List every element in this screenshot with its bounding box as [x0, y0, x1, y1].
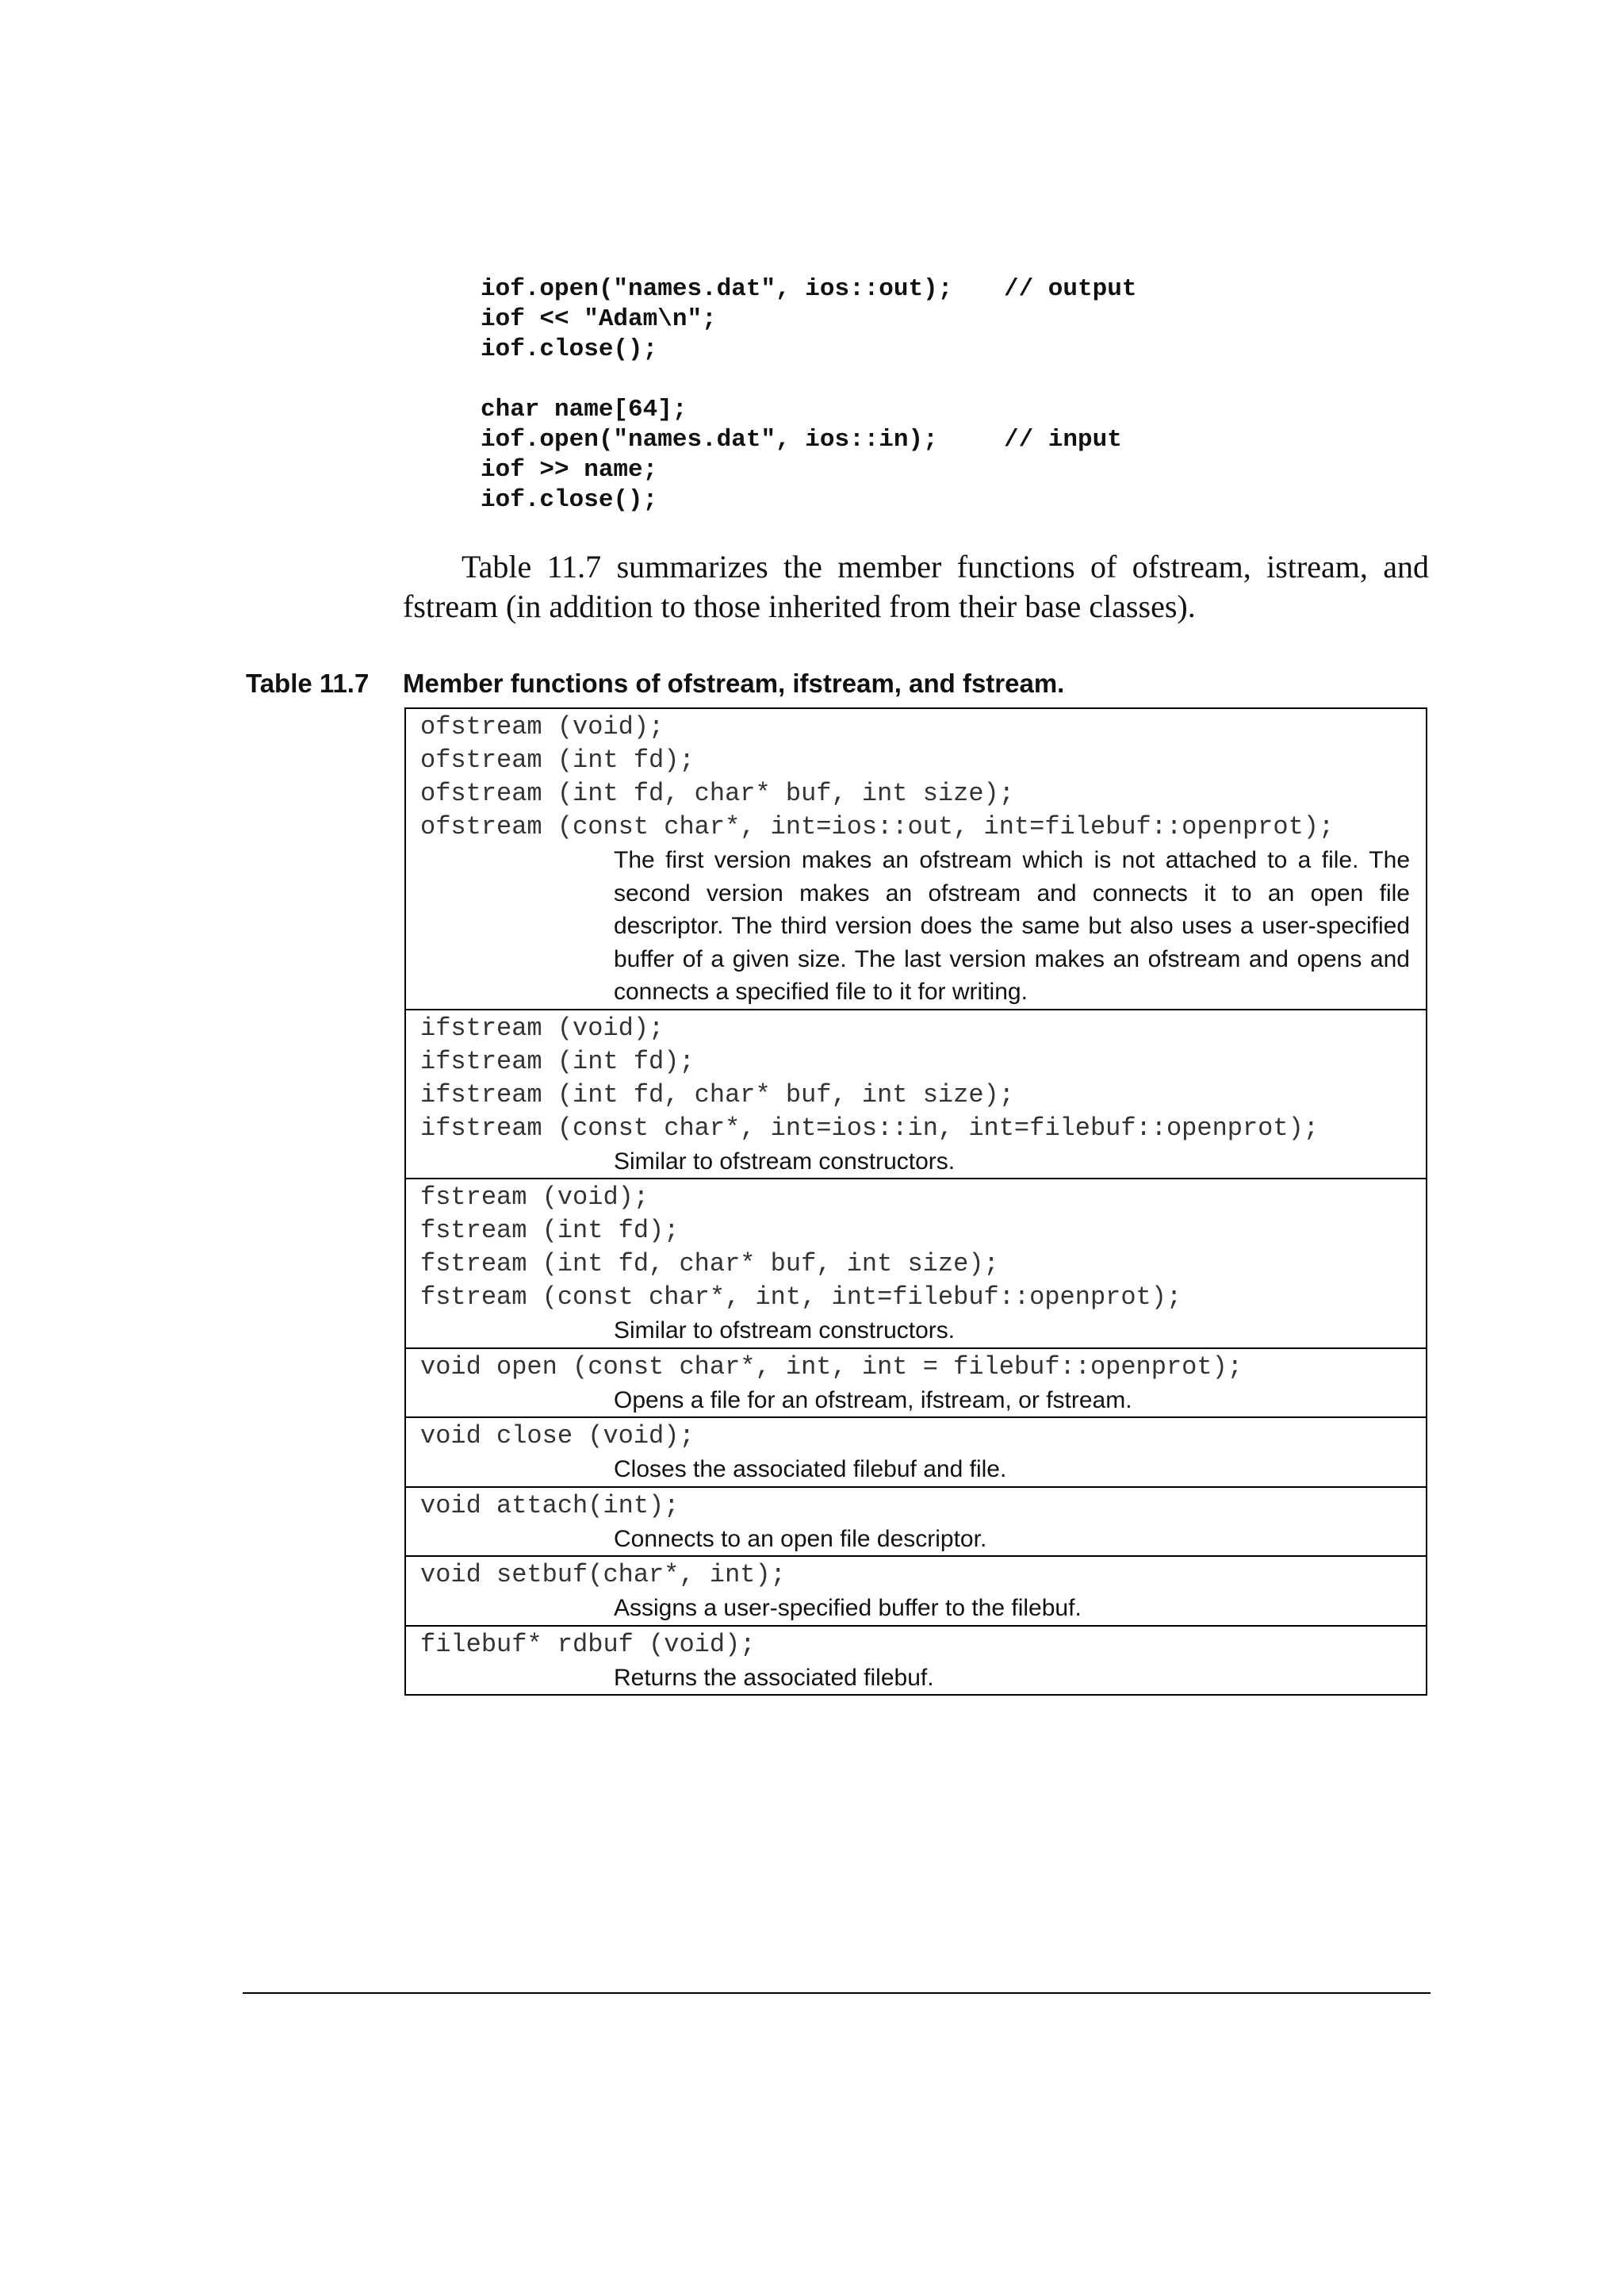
table-row-ofstream [406, 709, 1426, 1009]
code-line: iof.open("names.dat", ios::in); // input [481, 425, 1122, 454]
code-line: iof.close(); [481, 335, 658, 363]
table-row-open [406, 1347, 1426, 1417]
description: The first version makes an ofstream which is not attached to a file. The second version makes an ofstream and connects it to an open file descriptor. The third version does the same but also uses a user-specified buffer of a given size. The last version makes an ofstream and opens and connects a specified file to it for writing. [614, 847, 1410, 1005]
signature: ofstream (void); [420, 712, 665, 742]
signature: fstream (int fd); [420, 1216, 680, 1245]
description: Similar to ofstream constructors. [614, 1148, 956, 1175]
table-row-close [406, 1416, 1426, 1486]
signature: void open (const char*, int, int = filebuf::openprot); [420, 1351, 1243, 1382]
description: Connects to an open file descriptor. [614, 1525, 987, 1552]
paragraph-line: Table 11.7 summarizes the member functions of ofstream, istream, and [462, 549, 1429, 585]
table-number: Table 11.7 [246, 669, 370, 698]
signature: ifstream (int fd); [420, 1046, 695, 1076]
description: Opens a file for an ofstream, ifstream, or fstream. [614, 1386, 1132, 1413]
signature: void attach(int); [420, 1490, 680, 1520]
code-line: iof.close(); [481, 485, 658, 514]
code-listing [481, 274, 1258, 515]
table-title: Member functions of ofstream, ifstream, and fstream. [403, 669, 1065, 698]
signature: fstream (void); [420, 1182, 649, 1212]
table-row-setbuf [406, 1555, 1426, 1625]
code-line: char name[64]; [481, 395, 688, 424]
code-line: iof << "Adam\n"; [481, 305, 717, 333]
signature: void close (void); [420, 1421, 695, 1451]
signature: ifstream (void); [420, 1013, 665, 1043]
signature: filebuf* rdbuf (void); [420, 1629, 756, 1659]
signature: fstream (const char*, int, int=filebuf::openprot); [420, 1282, 1182, 1312]
body-paragraph [403, 547, 1429, 627]
signature: ifstream (const char*, int=ios::in, int=filebuf::openprot); [420, 1113, 1319, 1143]
paragraph-line: fstream (in addition to those inherited from their base classes). [403, 588, 1196, 624]
signature: void setbuf(char*, int); [420, 1560, 786, 1589]
table-row-ifstream [406, 1009, 1426, 1179]
signature: ofstream (const char*, int=ios::out, int=filebuf::openprot); [420, 812, 1335, 841]
signature: fstream (int fd, char* buf, int size); [420, 1249, 999, 1278]
signature: ifstream (int fd, char* buf, int size); [420, 1079, 1014, 1110]
signature: ofstream (int fd); [420, 746, 695, 775]
table-row-attach [406, 1486, 1426, 1556]
code-line: iof >> name; [481, 455, 658, 484]
description: Closes the associated filebuf and file. [614, 1456, 1007, 1482]
table-caption [246, 666, 1435, 701]
description: Similar to ofstream constructors. [614, 1317, 956, 1343]
signature: ofstream (int fd, char* buf, int size); [420, 779, 1014, 808]
code-blank-line [481, 364, 1258, 394]
footer-rule [243, 1992, 1431, 1994]
table-row-rdbuf [406, 1625, 1426, 1695]
description: Returns the associated filebuf. [614, 1664, 934, 1691]
code-line: iof.open("names.dat", ios::out); // output [481, 274, 1137, 303]
member-functions-table [404, 707, 1427, 1696]
description: Assigns a user-specified buffer to the filebuf. [614, 1595, 1082, 1621]
table-row-fstream [406, 1178, 1426, 1347]
